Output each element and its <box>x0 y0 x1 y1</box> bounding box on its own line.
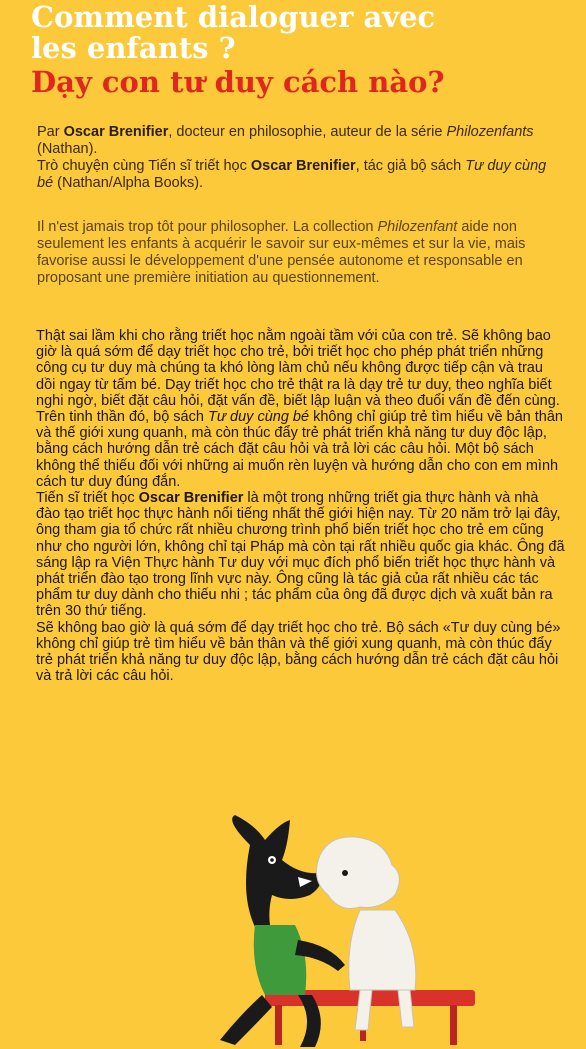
body-paragraph-1 <box>36 328 566 490</box>
intro-fr-series: Philozenfants <box>446 124 534 140</box>
wolf-and-sheep-illustration <box>180 815 580 1049</box>
p2-author: Oscar Brenifier <box>138 490 244 507</box>
p2-rest: là một trong những triết gia thực hành và nhà đào tạo triết học thực hành nổi tiếng nhất thế giới hiện nay. Từ 20 năm trở lại đây, ông tham gia tổ chức rất nhiều chương trình phổ biến triết học cho trẻ em cũng như cho người lớn, không chỉ tại Pháp mà còn tại rất nhiều quốc gia khác. Ông đã sáng lập ra Viện Thực hành Tư duy với mục đích phổ biến triết học thực hành và phát triển đào tạo trong lĩnh vực này. Ông cũng là tác giả của rất nhiều các tác phẩm tư duy dành cho thiếu nhi ; tác phẩm của ông đã được dịch và xuất bản ra trên 30 thứ tiếng. <box>36 490 565 620</box>
author-intro <box>37 124 557 192</box>
article-title <box>31 2 571 64</box>
p2-prefix: Tiến sĩ triết học <box>36 490 139 507</box>
vietnamese-body <box>36 328 566 684</box>
intro-vi-publisher: (Nathan/Alpha Books). <box>53 175 204 191</box>
intro-fr-author: Oscar Brenifier <box>63 124 169 140</box>
intro-fr-rest: , docteur en philosophie, auteur de la série <box>168 124 447 140</box>
french-paragraph <box>37 219 562 287</box>
body-paragraph-3: Sẽ không bao giờ là quá sớm để dạy triết học cho trẻ. Bộ sách «Tư duy cùng bé» không chỉ giúp trẻ tìm hiểu về bản thân và thế giới xung quanh, mà còn thúc đẩy trẻ phát triển khả năng tư duy độc lập, bằng cách hướng dẫn trẻ cách đặt câu hỏi và trả lời các câu hỏi. <box>36 619 561 685</box>
article-subtitle: Dạy con tư duy cách nào? <box>31 65 445 99</box>
body-paragraph-2 <box>36 490 566 620</box>
intro-fr-publisher: (Nathan). <box>37 141 98 157</box>
intro-vi-prefix: Trò chuyện cùng Tiến sĩ triết học <box>37 158 251 174</box>
intro-vi-rest: , tác giả bộ sách <box>355 158 466 174</box>
french-collection: Philozenfant <box>377 219 458 235</box>
p1-part-1: Thật sai lầm khi cho rằng triết học nằm ngoài tầm với của con trẻ. Sẽ không bao giờ là quá sớm để dạy triết học cho trẻ, bởi triết học cho phép phát triển những công cụ tư duy mà chúng ta khó lòng làm chủ nếu không được tiếp cận và trau dồi ngay từ tấm bé. Dạy triết học cho trẻ thật ra là dạy trẻ tư duy, theo nghĩa biết nghi ngờ, biết đặt câu hỏi, đặt vấn đề, biết lập luận và theo đuổi vấn đề đến cùng. Trên tinh thần đó, bộ sách <box>36 328 560 426</box>
french-part-1: Il n'est jamais trop tôt pour philosopher. La collection <box>37 219 378 235</box>
intro-vi-book: Tư duy cùng bé <box>37 158 547 191</box>
title-line-2: les enfants ? <box>31 31 236 65</box>
intro-french <box>37 124 557 158</box>
p1-book: Tư duy cùng bé <box>207 409 310 426</box>
title-line-1: Comment dialoguer avec <box>31 0 436 34</box>
french-part-2: aide non seulement les enfants à acquérir le savoir sur eux-mêmes et sur la vie, mais favorise aussi le développement d'une pensée autonome et responsable en proposant une première initiation au questionnement. <box>37 219 526 286</box>
p1-part-2: không chỉ giúp trẻ tìm hiểu về bản thân và thế giới xung quanh, mà còn thúc đẩy trẻ phát triển khả năng tư duy độc lập, bằng cách hướng dẫn trẻ cách đặt câu hỏi và trả lời các câu hỏi. Một bộ sách không thể thiếu đối với những ai muốn rèn luyện và hướng dẫn cho con em mình cách tư duy đúng đắn. <box>36 409 563 490</box>
intro-vietnamese <box>37 158 557 192</box>
intro-fr-prefix: Par <box>37 124 64 140</box>
intro-vi-author: Oscar Brenifier <box>250 158 356 174</box>
